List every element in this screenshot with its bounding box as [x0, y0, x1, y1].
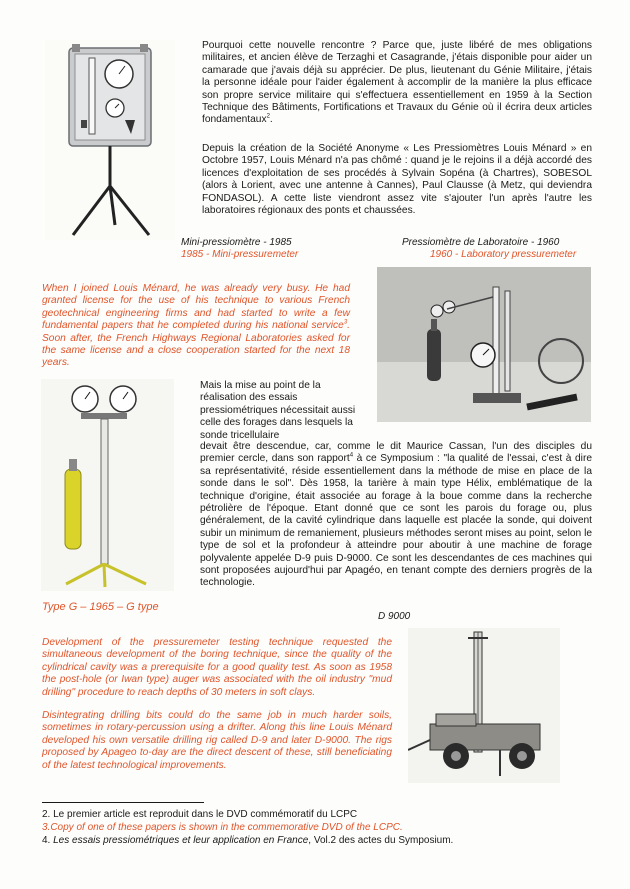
lab-pressuremeter-photo [377, 267, 591, 422]
mise-text-b: devait être descendue, car, comme le dit Maurice Cassan, l'un des disciples du premier cercle, dans son rapport [200, 441, 592, 465]
intro-text: Pourquoi cette nouvelle rencontre ? Parce que, juste libéré de mes obligations militaires, et ancien élève de Terzaghi et Casagrande, j'étais disponible pour aider un camarade que j'avais déjà su apprécier. De plus, lieutenant du Génie Militaire, j'étais la personne idéale pour l'aider également à accomplir de la manière la plus efficace son propre service militaire qui s'effectuera essentiellement en 1959 à la Section Technique des Bâtiments, Fortifications et Travaux du Génie où il écrira deux articles fondamentaux [202, 40, 592, 126]
caption-mini-fr: Mini-pressiomètre - 1985 [181, 237, 292, 248]
joined-text-b: . Soon after, the French Highways Regional Laboratories asked for the same license and a close cooperation started for the next 18 years. [42, 320, 350, 369]
footnote-4 [42, 835, 453, 848]
disintegrating-paragraph: Disintegrating drilling bits could do the same job in much harder soils, sometimes in rotary-percussion using a drifter. Along this line Louis Ménard developed his own versatile drilling rig called D-9 and later D-9000. The rigs proposed by Apageo to-day are the direct descent of these, still beneficiating of the latest technological improvements. [42, 710, 392, 771]
mini-pressuremeter-photo [45, 40, 175, 240]
footnote-ref-4: 4 [349, 453, 354, 460]
development-paragraph: Development of the pressuremeter testing technique requested the simultaneous development of the boring technique, since the quality of the cylindrical cavity was a prerequisite for a good quality test. As soon as 1958 the post-hole (or Iwan type) auger was associated with the oil industry "mud drilling" procedure to reach depths of 30 meters in soft clays. [42, 637, 392, 698]
joined-paragraph [42, 283, 350, 370]
caption-type-g: Type G – 1965 – G type [42, 601, 159, 613]
mise-paragraph-cont [200, 441, 592, 590]
joined-text-a: When I joined Louis Ménard, he was already very busy. He had granted license for the use of his technique to various French geotechnical engineering firms and had started to write a few fundamental papers that he completed during his national service [42, 283, 350, 332]
footnote-4-num: 4. [42, 835, 54, 846]
d9000-rig-photo [408, 628, 560, 783]
caption-lab-en: 1960 - Laboratory pressuremeter [430, 249, 577, 260]
caption-d9000: D 9000 [378, 611, 411, 622]
society-paragraph: Depuis la création de la Société Anonyme « Les Pressiomètres Louis Ménard » en Octobre 1957, Louis Ménard n'a pas chômé : quand je le rejoins il a déjà accordé des licences d'exploitation de ses procédés à Sylvain Sopéna (à Chartres), SOBESOL (alors à Lorient, avec une antenne à Cannes), Paul Clausse (à Metz, qui deviendra FONDASOL). A cette liste viendront assez vite s'ajouter l'un après l'autre les laboratoires régionaux des ponts et chaussées. [202, 143, 592, 217]
mise-text-c: à ce Symposium : "la qualité de l'essai, c'est à dire sa représentativité, réside essentiellement dans la méthode de mise en place de la sonde dans le sol". Dès 1958, la tarière à main type Hélix, emblématique de la technique d'origine, était associée au forage à la boue comme dans la recherche pétrolière de l'époque. Etant donné que ce sont les parois du forage ou, plus généralement, de la cavité cylindrique dans laquelle est placée la sonde, qui doivent subir un minimum de remaniement, plusieurs méthodes seront mises au point, selon le type de sol et la profondeur à atteindre pour aboutir à une machine de forage polyvalente appelée D-9 puis D-9000. Ce sont les descendantes de ces machines qui sont proposées aujourd'hui par Apagéo, en tenant compte des derniers progrès de la technologie. [200, 453, 593, 589]
caption-mini-en: 1985 - Mini-pressuremeter [181, 249, 299, 260]
mise-paragraph-start: Mais la mise au point de la réalisation des essais pressiométriques nécessitait aussi celle des forages dans lesquels la sonde tricellulaire [200, 380, 356, 441]
footnote-divider [42, 802, 204, 803]
footnote-2: 2. Le premier article est reproduit dans le DVD commémoratif du LCPC [42, 809, 358, 820]
caption-lab-fr: Pressiomètre de Laboratoire - 1960 [402, 237, 560, 248]
footnote-ref-2: 2 [266, 114, 270, 121]
intro-paragraph [202, 40, 592, 127]
intro-end: . [269, 114, 273, 126]
footnote-4-title: Les essais pressiométriques et leur application en France [53, 835, 309, 846]
footnote-ref-3: 3 [343, 319, 348, 326]
type-g-photo [41, 379, 174, 591]
footnote-3: 3.Copy of one of these papers is shown in the commemorative DVD of the LCPC. [42, 822, 403, 833]
footnote-4-rest: , Vol.2 des actes du Symposium. [308, 835, 454, 846]
